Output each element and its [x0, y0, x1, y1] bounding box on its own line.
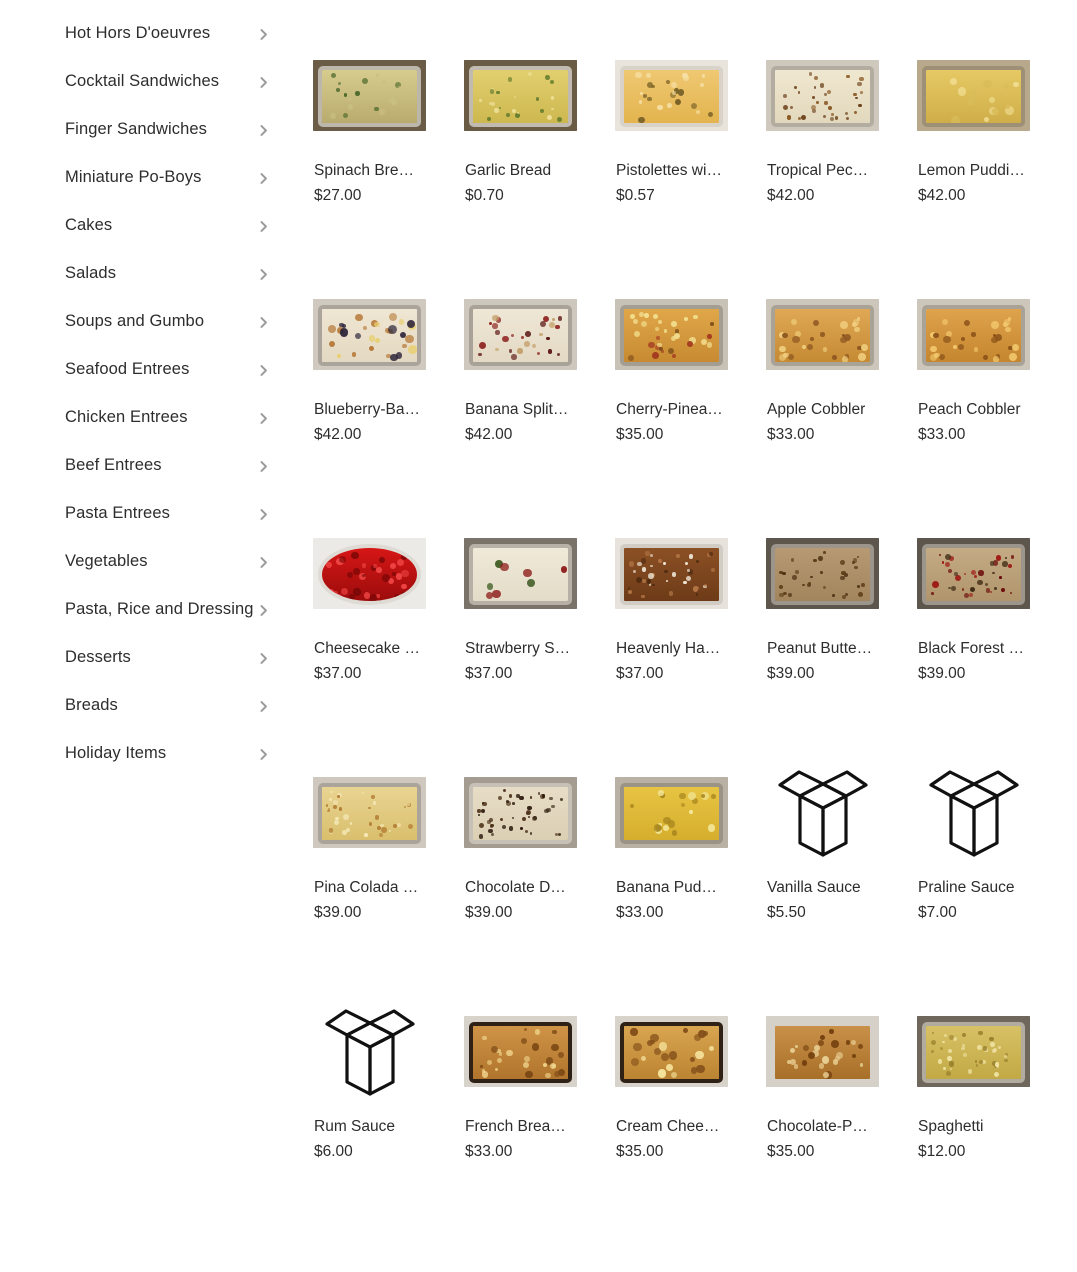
product-price: $39.00 [918, 665, 966, 683]
product-image [464, 759, 577, 866]
product-price: $0.70 [465, 187, 504, 205]
product-card[interactable] [313, 998, 464, 1237]
product-name: Peach Cobbler [918, 401, 1021, 418]
product-grid-area [300, 0, 1077, 1237]
product-name: Pina Colada … [314, 879, 419, 896]
product-name: Apple Cobbler [767, 401, 866, 418]
product-name: Banana Split… [465, 401, 569, 418]
product-card[interactable] [917, 281, 1068, 520]
product-image [313, 759, 426, 866]
product-image [766, 998, 879, 1105]
product-name: Banana Pud… [616, 879, 717, 896]
sidebar-item-label: Beef Entrees [65, 456, 162, 475]
category-list [0, 0, 300, 778]
sidebar-item-beef-entrees[interactable] [0, 442, 300, 490]
sidebar-item-label: Hot Hors D'oeuvres [65, 24, 211, 43]
chevron-right-icon[interactable] [257, 508, 270, 521]
product-price: $27.00 [314, 187, 362, 205]
product-image [917, 281, 1030, 388]
product-name: Praline Sauce [918, 879, 1015, 896]
product-card[interactable] [917, 759, 1068, 998]
product-card[interactable] [464, 0, 615, 42]
product-name: Vanilla Sauce [767, 879, 861, 896]
chevron-right-icon[interactable] [257, 556, 270, 569]
product-card[interactable] [917, 520, 1068, 759]
product-name: Spinach Bre… [314, 162, 414, 179]
placeholder-box-icon [766, 759, 879, 866]
product-card[interactable] [313, 759, 464, 998]
product-card[interactable] [464, 998, 615, 1237]
product-name: Strawberry S… [465, 640, 571, 657]
chevron-right-icon[interactable] [257, 124, 270, 137]
sidebar-item-vegetables[interactable] [0, 538, 300, 586]
sidebar-item-label: Cakes [65, 216, 113, 235]
product-card[interactable] [766, 520, 917, 759]
product-image [615, 520, 728, 627]
chevron-right-icon[interactable] [257, 412, 270, 425]
placeholder-box-icon [313, 998, 426, 1105]
product-name: Blueberry-Ba… [314, 401, 420, 418]
sidebar-item-label: Salads [65, 264, 117, 283]
product-price: $33.00 [918, 426, 966, 444]
sidebar-item-cocktail-sandwiches[interactable] [0, 58, 300, 106]
product-card[interactable] [615, 281, 766, 520]
sidebar-item-label: Desserts [65, 648, 131, 667]
product-price: $35.00 [767, 1143, 815, 1161]
chevron-right-icon[interactable] [257, 460, 270, 473]
sidebar-item-label: Finger Sandwiches [65, 120, 208, 139]
product-name: Tropical Pec… [767, 162, 869, 179]
product-card[interactable] [313, 42, 464, 281]
product-card[interactable] [766, 998, 917, 1237]
chevron-right-icon[interactable] [257, 316, 270, 329]
product-price: $35.00 [616, 1143, 664, 1161]
sidebar-item-holiday-items[interactable] [0, 730, 300, 778]
product-card[interactable] [615, 0, 766, 42]
sidebar-item-soups-and-gumbo[interactable] [0, 298, 300, 346]
product-image [464, 281, 577, 388]
sidebar-item-label: Cocktail Sandwiches [65, 72, 220, 91]
product-card[interactable] [917, 0, 1068, 42]
product-card[interactable] [615, 998, 766, 1237]
product-name: Cherry-Pinea… [616, 401, 723, 418]
product-image [313, 520, 426, 627]
product-name: Rum Sauce [314, 1118, 395, 1135]
product-image [615, 42, 728, 149]
product-name: Cream Chee… [616, 1118, 720, 1135]
product-price: $39.00 [465, 904, 513, 922]
product-price: $39.00 [314, 904, 362, 922]
sidebar-item-miniature-po-boys[interactable] [0, 154, 300, 202]
chevron-right-icon[interactable] [257, 652, 270, 665]
product-card[interactable] [615, 759, 766, 998]
product-card[interactable] [313, 0, 464, 42]
sidebar-item-hot-hors-d-oeuvres[interactable] [0, 10, 300, 58]
product-price: $42.00 [918, 187, 966, 205]
product-name: Peanut Butte… [767, 640, 873, 657]
product-price: $5.50 [767, 904, 806, 922]
product-card[interactable] [917, 998, 1068, 1237]
product-image [313, 42, 426, 149]
product-price: $42.00 [465, 426, 513, 444]
product-name: Chocolate-P… [767, 1118, 868, 1135]
product-card[interactable] [464, 281, 615, 520]
product-image [917, 520, 1030, 627]
product-image [766, 520, 879, 627]
product-card[interactable] [615, 520, 766, 759]
chevron-right-icon[interactable] [257, 604, 270, 617]
sidebar-item-label: Seafood Entrees [65, 360, 190, 379]
product-price: $33.00 [616, 904, 664, 922]
product-price: $0.57 [616, 187, 655, 205]
sidebar-item-label: Soups and Gumbo [65, 312, 205, 331]
product-name: Black Forest … [918, 640, 1024, 657]
sidebar-item-seafood-entrees[interactable] [0, 346, 300, 394]
chevron-right-icon[interactable] [257, 748, 270, 761]
chevron-right-icon[interactable] [257, 220, 270, 233]
sidebar-item-label: Miniature Po-Boys [65, 168, 202, 187]
product-price: $42.00 [314, 426, 362, 444]
product-image [615, 281, 728, 388]
product-name: Chocolate D… [465, 879, 566, 896]
product-image [464, 520, 577, 627]
sidebar-item-finger-sandwiches[interactable] [0, 106, 300, 154]
product-name: French Brea… [465, 1118, 566, 1135]
product-price: $6.00 [314, 1143, 353, 1161]
product-price: $12.00 [918, 1143, 966, 1161]
sidebar-item-salads[interactable] [0, 250, 300, 298]
product-price: $37.00 [616, 665, 664, 683]
chevron-right-icon[interactable] [257, 28, 270, 41]
product-card[interactable] [766, 0, 917, 42]
chevron-right-icon[interactable] [257, 364, 270, 377]
sidebar-item-label: Holiday Items [65, 744, 167, 763]
product-card[interactable] [313, 520, 464, 759]
product-name: Spaghetti [918, 1118, 984, 1135]
product-card[interactable] [917, 42, 1068, 281]
product-card[interactable] [464, 520, 615, 759]
product-card[interactable] [313, 281, 464, 520]
product-price: $37.00 [465, 665, 513, 683]
product-image [464, 42, 577, 149]
product-image [766, 42, 879, 149]
sidebar-item-pasta-rice-and-dressing[interactable] [0, 586, 300, 634]
product-price: $35.00 [616, 426, 664, 444]
product-image [615, 759, 728, 866]
sidebar-item-pasta-entrees[interactable] [0, 490, 300, 538]
product-image [313, 281, 426, 388]
sidebar-item-chicken-entrees[interactable] [0, 394, 300, 442]
product-name: Heavenly Ha… [616, 640, 721, 657]
product-name: Pistolettes wi… [616, 162, 722, 179]
sidebar-item-cakes[interactable] [0, 202, 300, 250]
product-price: $39.00 [767, 665, 815, 683]
product-price: $7.00 [918, 904, 957, 922]
product-card[interactable] [464, 42, 615, 281]
sidebar-item-label: Breads [65, 696, 118, 715]
sidebar-item-label: Vegetables [65, 552, 148, 571]
product-price: $42.00 [767, 187, 815, 205]
sidebar-item-cold-hors-d-oeuvres[interactable] [0, 0, 300, 10]
product-grid [313, 0, 1077, 1237]
product-image [615, 998, 728, 1105]
product-image [917, 42, 1030, 149]
chevron-right-icon[interactable] [257, 172, 270, 185]
product-card[interactable] [766, 281, 917, 520]
chevron-right-icon[interactable] [257, 76, 270, 89]
product-name: Cheesecake … [314, 640, 420, 657]
product-image [917, 998, 1030, 1105]
chevron-right-icon[interactable] [257, 268, 270, 281]
sidebar-item-desserts[interactable] [0, 634, 300, 682]
product-card[interactable] [615, 42, 766, 281]
product-price: $37.00 [314, 665, 362, 683]
product-card[interactable] [464, 759, 615, 998]
sidebar-item-label: Pasta Entrees [65, 504, 170, 523]
sidebar-item-breads[interactable] [0, 682, 300, 730]
sidebar-item-label: Chicken Entrees [65, 408, 188, 427]
category-sidebar [0, 0, 300, 778]
sidebar-item-label: Pasta, Rice and Dressing [65, 600, 254, 619]
chevron-right-icon[interactable] [257, 700, 270, 713]
product-name: Garlic Bread [465, 162, 552, 179]
product-image [464, 998, 577, 1105]
product-card[interactable] [766, 759, 917, 998]
product-price: $33.00 [767, 426, 815, 444]
product-image [766, 281, 879, 388]
product-card[interactable] [766, 42, 917, 281]
product-name: Lemon Puddi… [918, 162, 1025, 179]
product-price: $33.00 [465, 1143, 513, 1161]
placeholder-box-icon [917, 759, 1030, 866]
